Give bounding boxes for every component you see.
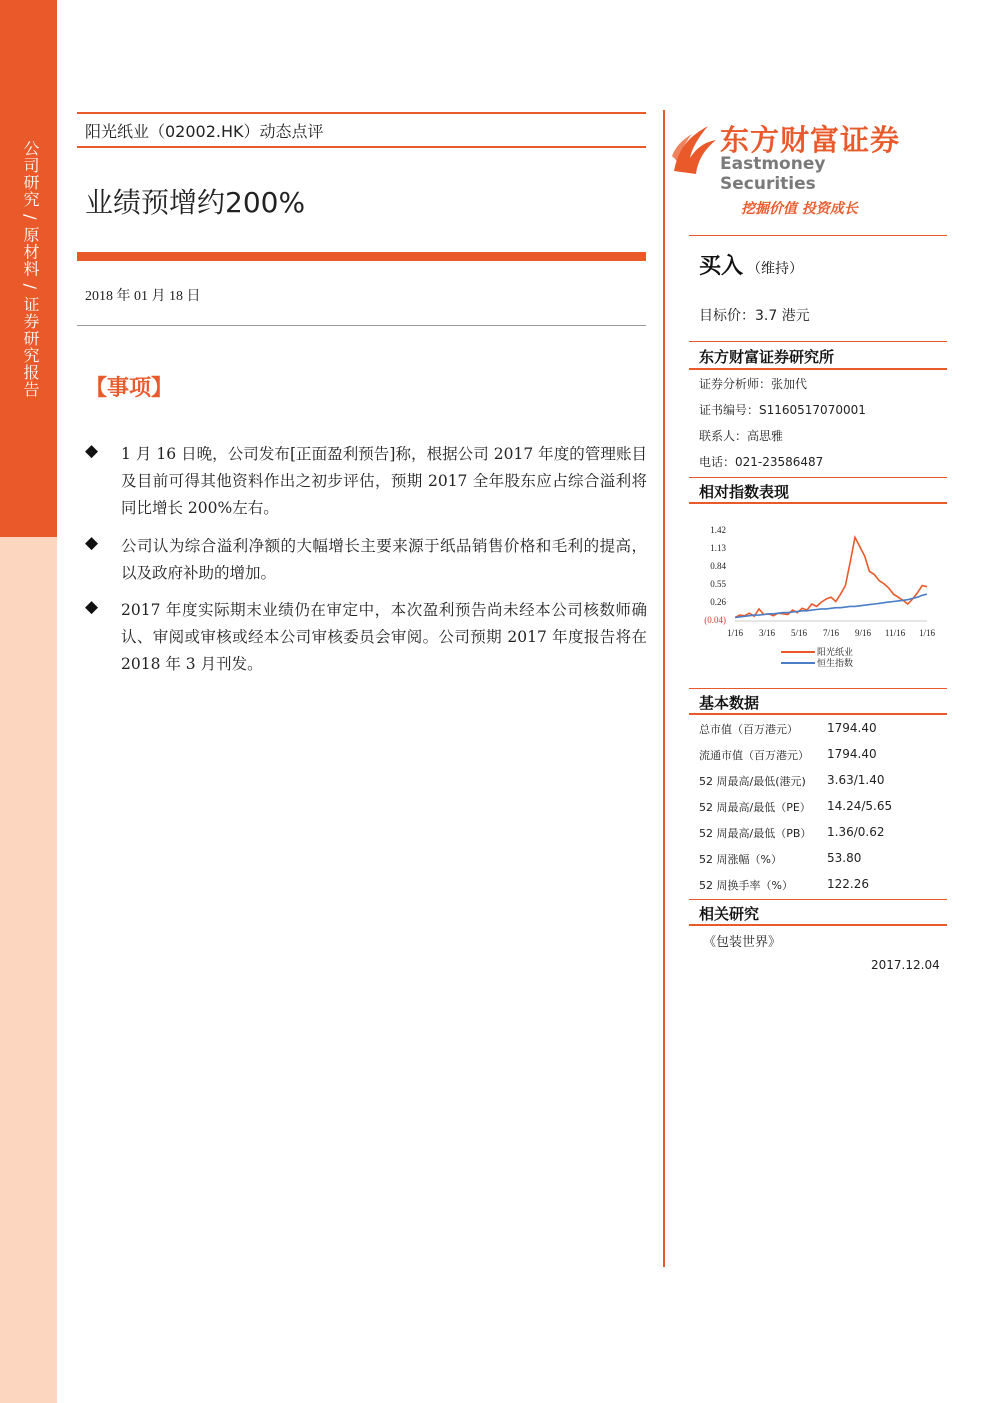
phone: 电话：021-23586487	[699, 455, 824, 469]
rule	[689, 713, 947, 715]
bullet-text: 公司认为综合溢利净额的大幅增长主要来源于纸品销售价格和毛利的提高，以及政府补助的增加。	[121, 537, 647, 582]
logo-en-text: Eastmoney Securities	[720, 154, 826, 194]
y-tick-label: 1.13	[710, 543, 726, 553]
report-date: 2018 年 01 月 18 日	[85, 289, 201, 304]
rule	[689, 477, 947, 478]
bullet-text: 1 月 16 日晚，公司发布[正面盈利预告]称，根据公司 2017 年度的管理账目及目前可得其他资料作出之初步评估，预期 2017 全年股东应占综合溢利将同比增长 200%左右。	[121, 445, 647, 517]
basic-row-label: 流通市值（百万港元）	[699, 749, 809, 762]
diamond-bullet-icon: ◆	[85, 441, 99, 461]
basic-row-label: 总市值（百万港元）	[699, 723, 798, 736]
flame-logo-icon	[668, 116, 718, 176]
basic-row-value: 1794.40	[827, 747, 877, 761]
diamond-bullet-icon: ◆	[85, 597, 99, 617]
rule	[689, 341, 947, 342]
bullet-text: 2017 年度实际期末业绩仍在审定中，本次盈利预告尚未经本公司核数师确认、审阅或审核或经本公司审核委员会审阅。公司预期 2017 年度报告将在 2018 年 3 月刊发。	[121, 601, 647, 673]
basic-row-label: 52 周涨幅（%）	[699, 853, 782, 866]
y-tick-label: 0.26	[710, 597, 726, 607]
header-top-line	[77, 112, 646, 114]
slogan: 挖掘价值 投资成长	[741, 201, 858, 217]
column-divider	[663, 110, 665, 1267]
y-tick-label: 1.42	[710, 525, 726, 535]
target-price: 目标价：3.7 港元	[699, 308, 810, 324]
company-logo	[668, 116, 913, 194]
basic-row-label: 52 周换手率（%）	[699, 879, 793, 892]
basic-row-value: 1.36/0.62	[827, 825, 885, 839]
diamond-bullet-icon: ◆	[85, 533, 99, 553]
rule	[689, 368, 947, 370]
y-tick-label: 0.84	[710, 561, 726, 571]
analyst: 证券分析师：张加代	[699, 377, 808, 391]
rule	[689, 899, 947, 900]
related-title: 相关研究	[699, 905, 760, 923]
rating-label: 买入	[699, 254, 744, 279]
rule	[689, 235, 947, 236]
legend-label: 恒生指数	[817, 659, 854, 669]
rating-sub: （维持）	[747, 261, 804, 277]
bullet-item	[85, 441, 647, 522]
basic-title: 基本数据	[699, 694, 760, 712]
doc-type: 阳光纸业（02002.HK）动态点评	[85, 122, 324, 141]
basic-row-label: 52 周最高/最低（PB）	[699, 827, 812, 840]
category-label: 公司研究 / 原材料 / 证券研究报告	[21, 140, 40, 399]
y-tick-label: 0.55	[710, 579, 726, 589]
related-date: 2017.12.04	[871, 958, 940, 972]
x-tick-label: 1/16	[918, 628, 936, 638]
legend-label: 阳光纸业	[817, 648, 854, 658]
contact: 联系人：高思雅	[699, 429, 784, 443]
section-title: 【事项】	[85, 375, 174, 401]
basic-row-value: 53.80	[827, 851, 862, 865]
rule	[689, 502, 947, 504]
page-title: 业绩预增约200%	[85, 186, 306, 219]
x-tick-label: 5/16	[790, 628, 808, 638]
basic-row-value: 3.63/1.40	[827, 773, 885, 787]
logo-cn-text: 东方财富证券	[720, 123, 901, 157]
x-tick-label: 11/16	[884, 628, 906, 638]
bullet-item	[85, 533, 647, 587]
rule	[689, 688, 947, 689]
date-divider	[77, 325, 646, 326]
x-tick-label: 1/16	[726, 628, 744, 638]
rule	[689, 924, 947, 926]
y-tick-label: (0.04)	[704, 615, 726, 625]
related-report[interactable]: 《包装世界》	[703, 935, 782, 950]
sidebar-light	[0, 537, 57, 1403]
basic-row-value: 1794.40	[827, 721, 877, 735]
x-tick-label: 7/16	[822, 628, 840, 638]
x-tick-label: 3/16	[758, 628, 776, 638]
chart-section-title: 相对指数表现	[699, 483, 790, 501]
title-bar	[77, 252, 646, 261]
x-tick-label: 9/16	[854, 628, 872, 638]
institute-name: 东方财富证券研究所	[699, 348, 835, 366]
relative-performance-chart	[689, 510, 947, 682]
rating	[699, 249, 803, 280]
header-bottom-line	[77, 146, 646, 148]
cert-number: 证书编号：S1160517070001	[699, 403, 866, 417]
basic-row-label: 52 周最高/最低(港元)	[699, 775, 806, 788]
bullet-item	[85, 597, 647, 678]
basic-row-value: 14.24/5.65	[827, 799, 893, 813]
series-line	[735, 537, 927, 617]
basic-row-value: 122.26	[827, 877, 869, 891]
basic-row-label: 52 周最高/最低（PE）	[699, 801, 811, 814]
